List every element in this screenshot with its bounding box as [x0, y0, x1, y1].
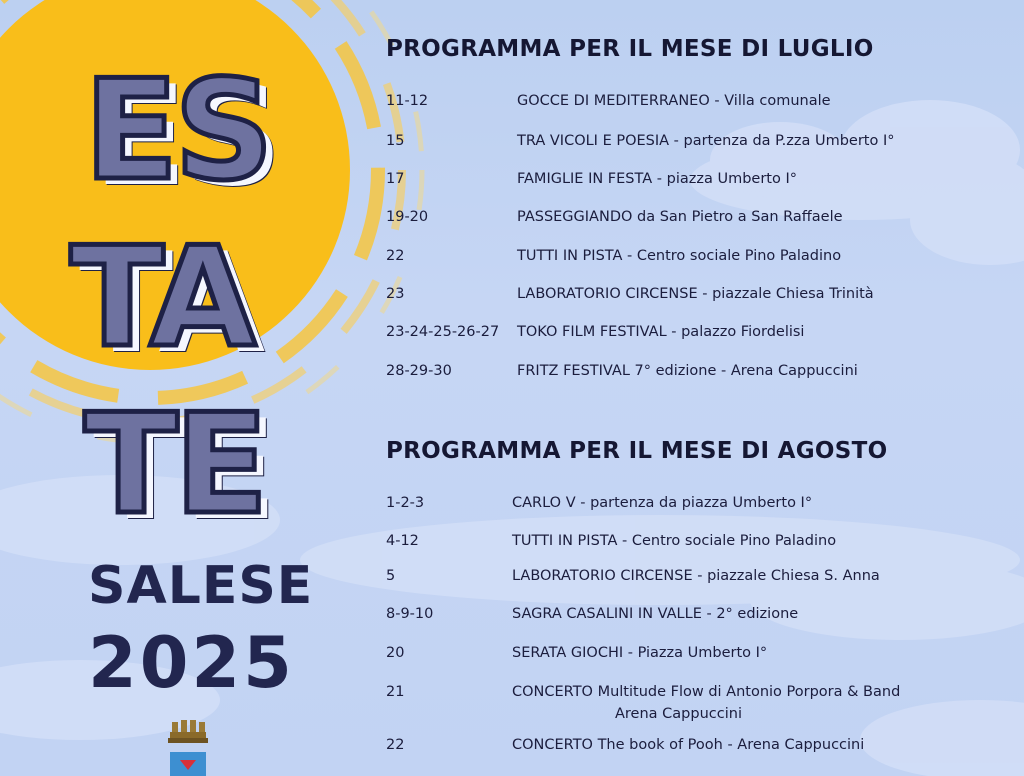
- big-letters-te: TE: [84, 384, 265, 545]
- event-description: SERATA GIOCHI - Piazza Umberto I°: [512, 645, 768, 661]
- event-date: 23: [386, 286, 405, 302]
- event-venue: Arena Cappuccini: [615, 706, 742, 722]
- event-date: 22: [386, 737, 405, 753]
- event-date: 17: [386, 171, 405, 187]
- event-description: GOCCE DI MEDITERRANEO - Villa comunale: [517, 93, 831, 109]
- event-date: 5: [386, 568, 396, 584]
- event-description: PASSEGGIANDO da San Pietro a San Raffaele: [517, 209, 843, 225]
- event-description: CARLO V - partenza da piazza Umberto I°: [512, 495, 813, 511]
- event-description: SAGRA CASALINI IN VALLE - 2° edizione: [512, 606, 799, 622]
- event-date: 4-12: [386, 533, 419, 549]
- event-description: TUTTI IN PISTA - Centro sociale Pino Paladino: [512, 533, 837, 549]
- poster-subtitle: SALESE: [88, 556, 314, 616]
- event-description: LABORATORIO CIRCENSE - piazzale Chiesa Trinità: [517, 286, 874, 302]
- event-description: TOKO FILM FESTIVAL - palazzo Fiordelisi: [517, 324, 805, 340]
- poster-year: 2025: [88, 622, 295, 704]
- event-date: 20: [386, 645, 405, 661]
- municipal-crest-icon: [160, 718, 216, 776]
- event-date: 11-12: [386, 93, 429, 109]
- july-program-title: PROGRAMMA PER IL MESE DI LUGLIO: [386, 36, 874, 62]
- big-letters-es: ES: [84, 50, 270, 211]
- event-date: 19-20: [386, 209, 429, 225]
- event-description: TRA VICOLI E POESIA - partenza da P.zza Umberto I°: [517, 133, 895, 149]
- event-date: 22: [386, 248, 405, 264]
- event-description: CONCERTO The book of Pooh - Arena Cappuccini: [512, 737, 865, 753]
- big-letters-ta: TA: [70, 217, 253, 378]
- event-date: 8-9-10: [386, 606, 434, 622]
- event-date: 23-24-25-26-27: [386, 324, 500, 340]
- event-description: FAMIGLIE IN FESTA - piazza Umberto I°: [517, 171, 797, 187]
- event-description: TUTTI IN PISTA - Centro sociale Pino Paladino: [517, 248, 842, 264]
- event-date: 1-2-3: [386, 495, 425, 511]
- event-date: 21: [386, 684, 405, 700]
- event-date: 15: [386, 133, 405, 149]
- event-description: FRITZ FESTIVAL 7° edizione - Arena Cappuccini: [517, 363, 858, 379]
- event-description: CONCERTO Multitude Flow di Antonio Porpora & Band: [512, 684, 901, 700]
- event-date: 28-29-30: [386, 363, 452, 379]
- august-program-title: PROGRAMMA PER IL MESE DI AGOSTO: [386, 438, 888, 464]
- event-description: LABORATORIO CIRCENSE - piazzale Chiesa S. Anna: [512, 568, 880, 584]
